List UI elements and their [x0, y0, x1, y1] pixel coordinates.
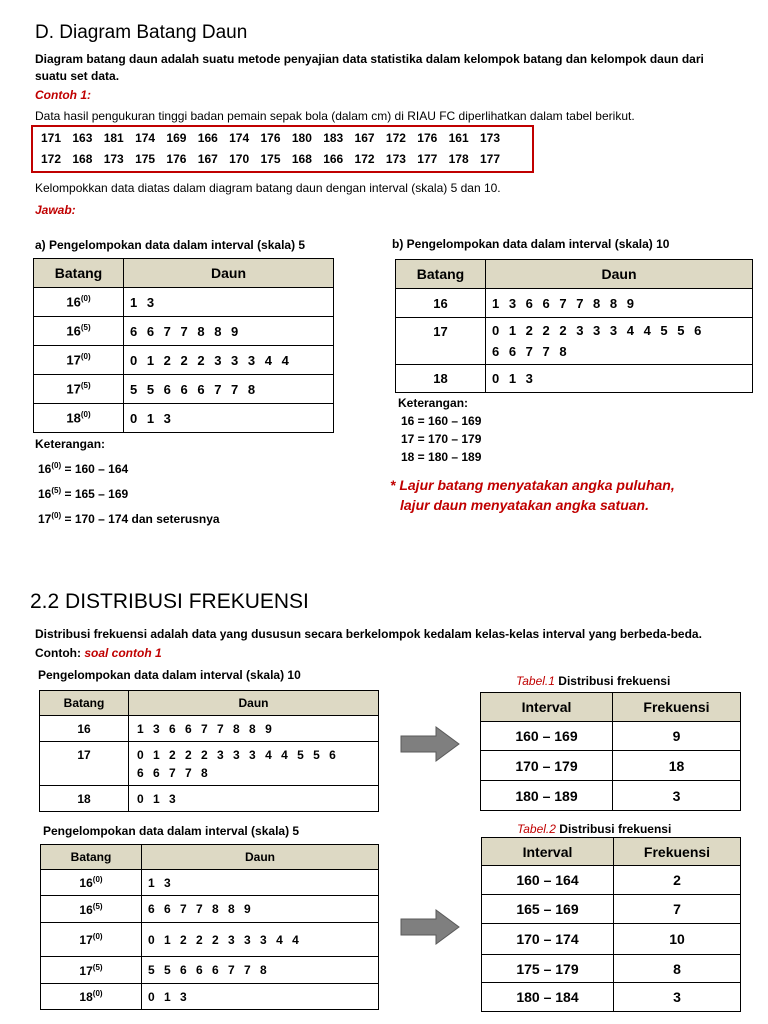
table-row [482, 924, 741, 955]
raw-data-row: 171 163 181 174 169 166 174 176 180 183 167 172 176 161 173 [41, 131, 500, 145]
leaf-cell: 6 6 7 7 8 8 9 [142, 896, 379, 923]
header-interval: Interval [481, 693, 613, 722]
frequency-cell: 8 [614, 955, 741, 983]
stem-cell: 17 [396, 318, 486, 365]
stem-cell: 16$^{(5)}$ [34, 317, 124, 346]
section-title: D. Diagram Batang Daun [35, 22, 248, 43]
header-batang: Batang [40, 691, 129, 716]
header-batang: Batang [396, 260, 486, 289]
table-row [396, 365, 753, 393]
stem-cell: 16$^{(0)}$ [34, 288, 124, 317]
tabel2-caption: Tabel.2 Distribusi frekuensi [517, 822, 672, 836]
interval-cell: 160 – 169 [481, 722, 613, 751]
table-row [34, 346, 334, 375]
leaf-cell: 1 3 [142, 870, 379, 896]
stem-cell: 16 [396, 289, 486, 318]
stem-leaf-table-5 [40, 844, 379, 1010]
interval-cell: 170 – 179 [481, 751, 613, 781]
task-text: Kelompokkan data diatas dalam diagram batang daun dengan interval (skala) 5 dan 10. [35, 181, 501, 195]
table-row [41, 984, 379, 1010]
frequency-table-2 [481, 837, 741, 1012]
part-a-title: a) Pengelompokan data dalam interval (skala) 5 [35, 238, 306, 252]
header-daun: Daun [486, 260, 753, 289]
leaf-cell: 0 1 3 [129, 786, 379, 812]
definition-22-text: Distribusi frekuensi adalah data yang dususun secara berkelompok kedalam kelas-kelas interval yang berbeda-beda. [35, 627, 702, 641]
stem-cell: 18 [40, 786, 129, 812]
example-label: Contoh 1: [35, 88, 91, 102]
frequency-cell: 7 [614, 895, 741, 924]
table-row [482, 983, 741, 1012]
raw-data-box [31, 125, 534, 173]
leaf-cell: 1 3 [124, 288, 334, 317]
table-row [34, 317, 334, 346]
stem-cell: 17$^{(0)}$ [41, 923, 142, 957]
header-frekuensi: Frekuensi [613, 693, 741, 722]
table-row [396, 318, 753, 365]
interval-cell: 175 – 179 [482, 955, 614, 983]
stem-leaf-table-10 [39, 690, 379, 812]
table-row [481, 751, 741, 781]
header-daun: Daun [129, 691, 379, 716]
table-row [40, 786, 379, 812]
leaf-cell: 5 5 6 6 6 7 7 8 [124, 375, 334, 404]
table-row [40, 716, 379, 742]
frequency-cell: 3 [613, 781, 741, 811]
frequency-cell: 2 [614, 866, 741, 895]
header-batang: Batang [41, 845, 142, 870]
frequency-table-1 [480, 692, 741, 811]
table-row [482, 895, 741, 924]
table-row [41, 957, 379, 984]
group5-title: Pengelompokan data dalam interval (skala) 5 [43, 824, 300, 838]
tabel1-caption: Tabel.1 Distribusi frekuensi [516, 674, 671, 688]
arrow-right-icon [400, 726, 460, 762]
stem-cell: 17$^{(0)}$ [34, 346, 124, 375]
intro-text: Data hasil pengukuran tinggi badan pemain sepak bola (dalam cm) di RIAU FC diperlihatkan dalam tabel berikut. [35, 109, 635, 123]
table-row [396, 289, 753, 318]
leaf-cell: 0 1 3 [142, 984, 379, 1010]
leaf-cell: 0 1 3 [124, 404, 334, 433]
answer-label: Jawab: [35, 203, 76, 217]
table-row [481, 781, 741, 811]
leaf-cell: 0 1 2 2 2 3 3 3 4 4 [142, 923, 379, 957]
table-row [41, 896, 379, 923]
definition-text: Diagram batang daun adalah suatu metode penyajian data statistika dalam kelompok batang dan kelompok daun dari suatu set data. [35, 52, 704, 83]
leaf-cell: 6 6 7 7 8 8 9 [124, 317, 334, 346]
note-text: * Lajur batang menyatakan angka puluhan, lajur daun menyatakan angka satuan. [390, 477, 675, 513]
keterangan-b: Keterangan: 16 = 160 – 169 17 = 170 – 179 18 = 180 – 189 [398, 396, 482, 464]
leaf-cell: 0 1 2 2 2 3 3 3 4 4 5 5 6 6 6 7 7 8 [129, 742, 379, 786]
frequency-cell: 10 [614, 924, 741, 955]
stem-leaf-table-b [395, 259, 753, 393]
frequency-cell: 9 [613, 722, 741, 751]
interval-cell: 180 – 184 [482, 983, 614, 1012]
table-row [41, 870, 379, 896]
header-frekuensi: Frekuensi [614, 838, 741, 866]
stem-cell: 18$^{(0)}$ [34, 404, 124, 433]
stem-cell: 18$^{(0)}$ [41, 984, 142, 1010]
table-row [482, 866, 741, 895]
stem-cell: 16$^{(5)}$ [41, 896, 142, 923]
frequency-cell: 3 [614, 983, 741, 1012]
section-22-title: 2.2 DISTRIBUSI FREKUENSI [30, 590, 309, 613]
table-row [40, 742, 379, 786]
stem-cell: 18 [396, 365, 486, 393]
group10-title: Pengelompokan data dalam interval (skala) 10 [38, 668, 301, 682]
table-row [34, 375, 334, 404]
leaf-cell: 1 3 6 6 7 7 8 8 9 [486, 289, 753, 318]
stem-cell: 16$^{(0)}$ [41, 870, 142, 896]
stem-cell: 17$^{(5)}$ [41, 957, 142, 984]
table-row [481, 722, 741, 751]
leaf-cell: 5 5 6 6 6 7 7 8 [142, 957, 379, 984]
stem-cell: 17$^{(5)}$ [34, 375, 124, 404]
frequency-cell: 18 [613, 751, 741, 781]
arrow-right-icon [400, 909, 460, 945]
table-row [34, 288, 334, 317]
stem-cell: 16 [40, 716, 129, 742]
header-daun: Daun [142, 845, 379, 870]
table-row [482, 955, 741, 983]
leaf-cell: 0 1 2 2 2 3 3 3 4 4 5 5 6 6 6 7 7 8 [486, 318, 753, 365]
stem-leaf-table-a [33, 258, 334, 433]
keterangan-a: Keterangan: $16^{(0)} = 160 - 164$ $16^{(5)} = 165 - 169$ $17^{(0)} = 170 - 174$ dan seterusnya [35, 437, 220, 526]
header-daun: Daun [124, 259, 334, 288]
leaf-cell: 1 3 6 6 7 7 8 8 9 [129, 716, 379, 742]
interval-cell: 165 – 169 [482, 895, 614, 924]
contoh-line: Contoh: soal contoh 1 [35, 646, 162, 660]
table-row [34, 404, 334, 433]
leaf-cell: 0 1 2 2 2 3 3 3 4 4 [124, 346, 334, 375]
interval-cell: 180 – 189 [481, 781, 613, 811]
header-interval: Interval [482, 838, 614, 866]
table-row [41, 923, 379, 957]
leaf-cell: 0 1 3 [486, 365, 753, 393]
part-b-title: b) Pengelompokan data dalam interval (skala) 10 [392, 237, 670, 251]
stem-cell: 17 [40, 742, 129, 786]
interval-cell: 160 – 164 [482, 866, 614, 895]
raw-data-row: 172 168 173 175 176 167 170 175 168 166 172 173 177 178 177 [41, 152, 500, 166]
header-batang: Batang [34, 259, 124, 288]
interval-cell: 170 – 174 [482, 924, 614, 955]
